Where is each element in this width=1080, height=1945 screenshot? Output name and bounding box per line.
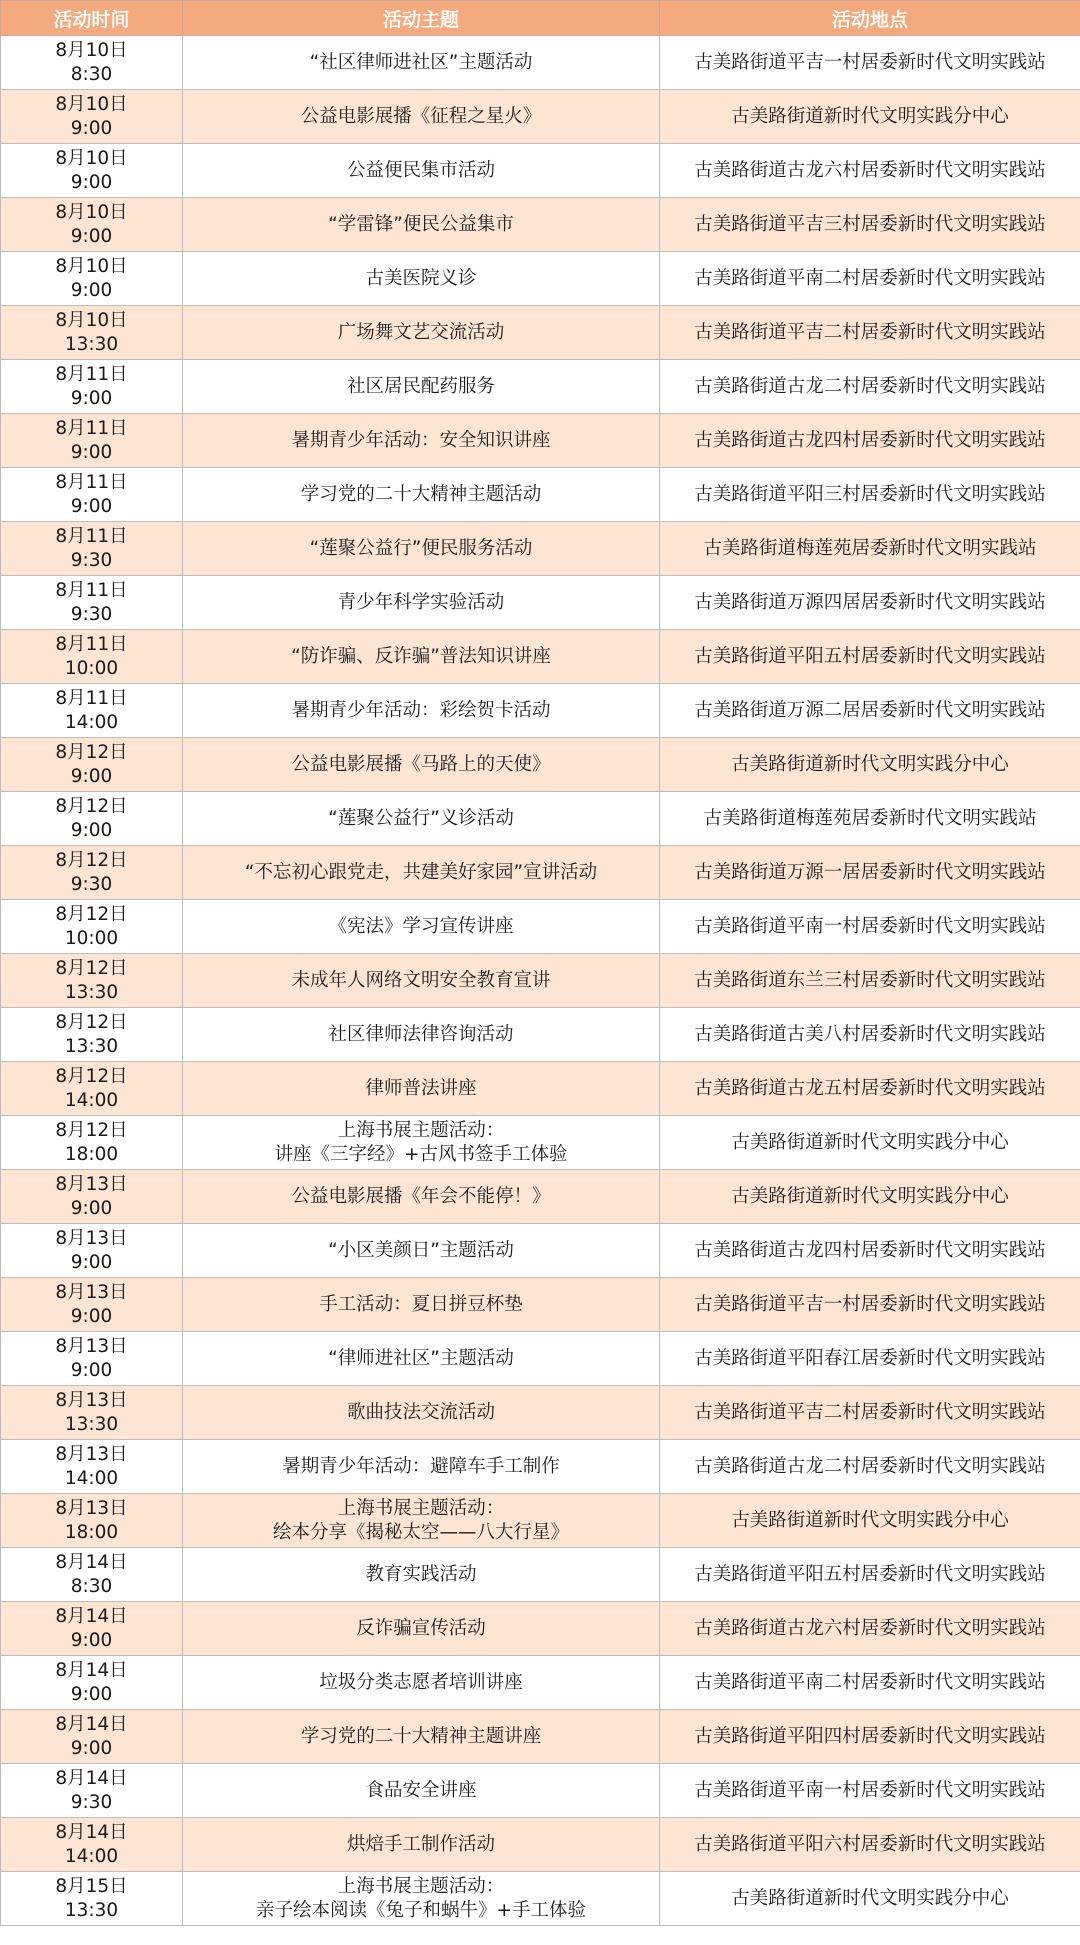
cell-place: 古美路街道新时代文明实践分中心 bbox=[660, 738, 1080, 792]
activity-time: 10:00 bbox=[64, 657, 119, 679]
activity-theme-line: 广场舞文艺交流活动 bbox=[337, 321, 505, 343]
table-row bbox=[1, 576, 1080, 630]
cell-place: 古美路街道平吉一村居委新时代文明实践站 bbox=[660, 36, 1080, 90]
cell-time bbox=[1, 1062, 183, 1116]
cell-place: 古美路街道古龙四村居委新时代文明实践站 bbox=[660, 414, 1080, 468]
cell-theme bbox=[183, 360, 660, 414]
activity-time: 9:00 bbox=[70, 279, 113, 301]
cell-theme bbox=[183, 1386, 660, 1440]
cell-place: 古美路街道新时代文明实践分中心 bbox=[660, 1116, 1080, 1170]
cell-time bbox=[1, 1872, 183, 1926]
activity-time: 14:00 bbox=[64, 1089, 119, 1111]
activity-theme-line: 古美医院义诊 bbox=[365, 267, 477, 289]
table-row bbox=[1, 1656, 1080, 1710]
activity-theme-line: 未成年人网络文明安全教育宣讲 bbox=[291, 969, 551, 991]
activity-date: 8月13日 bbox=[55, 1389, 128, 1411]
cell-time bbox=[1, 252, 183, 306]
cell-time bbox=[1, 1656, 183, 1710]
cell-time bbox=[1, 1116, 183, 1170]
activity-date: 8月12日 bbox=[55, 741, 128, 763]
activity-time: 18:00 bbox=[64, 1521, 119, 1543]
cell-place: 古美路街道平阳春江居委新时代文明实践站 bbox=[660, 1332, 1080, 1386]
activity-date: 8月11日 bbox=[55, 633, 128, 655]
table-row bbox=[1, 954, 1080, 1008]
activity-date: 8月13日 bbox=[55, 1173, 128, 1195]
cell-place: 古美路街道平阳六村居委新时代文明实践站 bbox=[660, 1818, 1080, 1872]
cell-place: 古美路街道平南二村居委新时代文明实践站 bbox=[660, 1656, 1080, 1710]
activity-date: 8月12日 bbox=[55, 1119, 128, 1141]
activity-theme-line: 暑期青少年活动：彩绘贺卡活动 bbox=[291, 699, 551, 721]
activity-theme-line: 公益电影展播《征程之星火》 bbox=[300, 105, 542, 127]
cell-theme bbox=[183, 414, 660, 468]
table-row bbox=[1, 1008, 1080, 1062]
cell-theme bbox=[183, 630, 660, 684]
cell-time bbox=[1, 1332, 183, 1386]
activity-time: 13:30 bbox=[64, 1899, 119, 1921]
activity-time: 9:00 bbox=[70, 1629, 113, 1651]
cell-theme bbox=[183, 1548, 660, 1602]
activity-theme-line: “社区律师进社区”主题活动 bbox=[309, 51, 533, 73]
cell-time bbox=[1, 738, 183, 792]
activity-time: 9:30 bbox=[70, 549, 113, 571]
activity-theme-line: 讲座《三字经》+古风书签手工体验 bbox=[274, 1143, 568, 1165]
activity-time: 9:00 bbox=[70, 441, 113, 463]
table-row bbox=[1, 792, 1080, 846]
activity-date: 8月11日 bbox=[55, 417, 128, 439]
activity-date: 8月11日 bbox=[55, 579, 128, 601]
cell-theme bbox=[183, 1656, 660, 1710]
activity-date: 8月11日 bbox=[55, 471, 128, 493]
activity-theme-line: 上海书展主题活动： bbox=[337, 1119, 505, 1141]
activity-theme-line: 学习党的二十大精神主题讲座 bbox=[300, 1725, 542, 1747]
table-row bbox=[1, 1494, 1080, 1548]
activity-date: 8月13日 bbox=[55, 1335, 128, 1357]
activity-time: 18:00 bbox=[64, 1143, 119, 1165]
activity-theme-line: 反诈骗宣传活动 bbox=[356, 1617, 486, 1639]
cell-place: 古美路街道平吉一村居委新时代文明实践站 bbox=[660, 1278, 1080, 1332]
cell-place: 古美路街道新时代文明实践分中心 bbox=[660, 1170, 1080, 1224]
cell-time bbox=[1, 792, 183, 846]
activity-time: 13:30 bbox=[64, 981, 119, 1003]
table-row bbox=[1, 1872, 1080, 1926]
table-row bbox=[1, 900, 1080, 954]
table-row bbox=[1, 360, 1080, 414]
cell-time bbox=[1, 522, 183, 576]
header-theme: 活动主题 bbox=[183, 1, 660, 36]
activity-date: 8月13日 bbox=[55, 1497, 128, 1519]
activity-date: 8月12日 bbox=[55, 957, 128, 979]
table-row bbox=[1, 198, 1080, 252]
cell-time bbox=[1, 1710, 183, 1764]
activity-date: 8月12日 bbox=[55, 1065, 128, 1087]
cell-place: 古美路街道梅莲苑居委新时代文明实践站 bbox=[660, 522, 1080, 576]
table-row bbox=[1, 90, 1080, 144]
activity-date: 8月11日 bbox=[55, 687, 128, 709]
activity-date: 8月14日 bbox=[55, 1551, 128, 1573]
table-row bbox=[1, 1170, 1080, 1224]
cell-time bbox=[1, 198, 183, 252]
activity-theme-line: “莲聚公益行”便民服务活动 bbox=[309, 537, 533, 559]
cell-theme bbox=[183, 144, 660, 198]
activity-time: 9:00 bbox=[70, 1305, 113, 1327]
activity-date: 8月12日 bbox=[55, 849, 128, 871]
activity-theme-line: 暑期青少年活动：安全知识讲座 bbox=[291, 429, 551, 451]
activity-time: 9:00 bbox=[70, 1359, 113, 1381]
activity-theme-line: “律师进社区”主题活动 bbox=[328, 1347, 514, 1369]
cell-place: 古美路街道平南一村居委新时代文明实践站 bbox=[660, 900, 1080, 954]
activity-time: 13:30 bbox=[64, 1413, 119, 1435]
activity-time: 9:30 bbox=[70, 873, 113, 895]
cell-place: 古美路街道东兰三村居委新时代文明实践站 bbox=[660, 954, 1080, 1008]
activity-time: 9:00 bbox=[70, 765, 113, 787]
activity-theme-line: 学习党的二十大精神主题活动 bbox=[300, 483, 542, 505]
cell-time bbox=[1, 900, 183, 954]
cell-theme bbox=[183, 1818, 660, 1872]
cell-time bbox=[1, 1602, 183, 1656]
table-row bbox=[1, 1548, 1080, 1602]
cell-place: 古美路街道平吉二村居委新时代文明实践站 bbox=[660, 306, 1080, 360]
activity-date: 8月13日 bbox=[55, 1227, 128, 1249]
table-row bbox=[1, 1602, 1080, 1656]
activity-date: 8月10日 bbox=[55, 147, 128, 169]
activity-date: 8月10日 bbox=[55, 93, 128, 115]
activity-theme-line: 食品安全讲座 bbox=[365, 1779, 477, 1801]
table-header-row bbox=[1, 1, 1080, 36]
cell-theme bbox=[183, 1602, 660, 1656]
activity-theme-line: 亲子绘本阅读《兔子和蜗牛》+手工体验 bbox=[255, 1899, 586, 1921]
cell-theme bbox=[183, 1170, 660, 1224]
cell-place: 古美路街道平吉三村居委新时代文明实践站 bbox=[660, 198, 1080, 252]
cell-time bbox=[1, 1440, 183, 1494]
table-row bbox=[1, 1764, 1080, 1818]
activity-theme-line: 绘本分享《揭秘太空——八大行星》 bbox=[272, 1521, 569, 1543]
cell-place: 古美路街道梅莲苑居委新时代文明实践站 bbox=[660, 792, 1080, 846]
activity-theme-line: 暑期青少年活动：避障车手工制作 bbox=[282, 1455, 560, 1477]
table-row bbox=[1, 36, 1080, 90]
table-row bbox=[1, 1710, 1080, 1764]
table-row bbox=[1, 414, 1080, 468]
activity-theme-line: 《宪法》学习宣传讲座 bbox=[328, 915, 514, 937]
table-row bbox=[1, 468, 1080, 522]
table-row bbox=[1, 738, 1080, 792]
cell-theme bbox=[183, 684, 660, 738]
table-row bbox=[1, 1440, 1080, 1494]
activity-date: 8月10日 bbox=[55, 309, 128, 331]
activity-theme-line: “不忘初心跟党走，共建美好家园”宣讲活动 bbox=[244, 861, 598, 883]
cell-theme bbox=[183, 792, 660, 846]
activity-date: 8月11日 bbox=[55, 363, 128, 385]
activity-time: 9:00 bbox=[70, 225, 113, 247]
table-row bbox=[1, 1116, 1080, 1170]
cell-theme bbox=[183, 468, 660, 522]
cell-place: 古美路街道万源四居居委新时代文明实践站 bbox=[660, 576, 1080, 630]
activity-time: 9:00 bbox=[70, 1251, 113, 1273]
activity-time: 13:30 bbox=[64, 1035, 119, 1057]
activity-time: 8:30 bbox=[70, 1575, 113, 1597]
activity-theme-line: 上海书展主题活动： bbox=[337, 1875, 505, 1897]
activity-date: 8月14日 bbox=[55, 1821, 128, 1843]
activity-theme-line: 烘焙手工制作活动 bbox=[346, 1833, 495, 1855]
activity-date: 8月11日 bbox=[55, 525, 128, 547]
activity-date: 8月12日 bbox=[55, 795, 128, 817]
activity-date: 8月14日 bbox=[55, 1659, 128, 1681]
cell-time bbox=[1, 630, 183, 684]
cell-place: 古美路街道平吉二村居委新时代文明实践站 bbox=[660, 1386, 1080, 1440]
activity-theme-line: 歌曲技法交流活动 bbox=[346, 1401, 495, 1423]
activity-time: 9:00 bbox=[70, 1683, 113, 1705]
cell-place: 古美路街道平阳五村居委新时代文明实践站 bbox=[660, 1548, 1080, 1602]
cell-place: 古美路街道新时代文明实践分中心 bbox=[660, 1494, 1080, 1548]
cell-theme bbox=[183, 306, 660, 360]
cell-place: 古美路街道平南一村居委新时代文明实践站 bbox=[660, 1764, 1080, 1818]
cell-theme bbox=[183, 36, 660, 90]
cell-place: 古美路街道平南二村居委新时代文明实践站 bbox=[660, 252, 1080, 306]
activity-date: 8月15日 bbox=[55, 1875, 128, 1897]
cell-time bbox=[1, 360, 183, 414]
cell-time bbox=[1, 1278, 183, 1332]
cell-place: 古美路街道新时代文明实践分中心 bbox=[660, 90, 1080, 144]
activity-theme-line: 社区律师法律咨询活动 bbox=[328, 1023, 514, 1045]
activity-theme-line: 律师普法讲座 bbox=[365, 1077, 477, 1099]
cell-theme bbox=[183, 198, 660, 252]
activity-date: 8月10日 bbox=[55, 39, 128, 61]
cell-theme bbox=[183, 738, 660, 792]
cell-time bbox=[1, 36, 183, 90]
cell-theme bbox=[183, 1062, 660, 1116]
activity-time: 9:00 bbox=[70, 171, 113, 193]
cell-place: 古美路街道古龙二村居委新时代文明实践站 bbox=[660, 1440, 1080, 1494]
activity-theme-line: 公益电影展播《年会不能停！》 bbox=[291, 1185, 551, 1207]
cell-place: 古美路街道古龙二村居委新时代文明实践站 bbox=[660, 360, 1080, 414]
cell-theme bbox=[183, 1116, 660, 1170]
cell-time bbox=[1, 144, 183, 198]
activity-theme-line: 上海书展主题活动： bbox=[337, 1497, 505, 1519]
activity-theme-line: 手工活动：夏日拼豆杯垫 bbox=[319, 1293, 523, 1315]
cell-time bbox=[1, 1386, 183, 1440]
activity-theme-line: 公益电影展播《马路上的天使》 bbox=[291, 753, 551, 775]
cell-place: 古美路街道万源二居居委新时代文明实践站 bbox=[660, 684, 1080, 738]
cell-theme bbox=[183, 252, 660, 306]
cell-place: 古美路街道古龙四村居委新时代文明实践站 bbox=[660, 1224, 1080, 1278]
cell-theme bbox=[183, 954, 660, 1008]
activity-date: 8月13日 bbox=[55, 1281, 128, 1303]
activity-date: 8月14日 bbox=[55, 1713, 128, 1735]
activity-date: 8月12日 bbox=[55, 903, 128, 925]
cell-theme bbox=[183, 522, 660, 576]
activity-time: 13:30 bbox=[64, 333, 119, 355]
cell-theme bbox=[183, 90, 660, 144]
cell-time bbox=[1, 1008, 183, 1062]
activity-date: 8月13日 bbox=[55, 1443, 128, 1465]
activity-theme-line: 垃圾分类志愿者培训讲座 bbox=[319, 1671, 523, 1693]
activity-time: 8:30 bbox=[70, 63, 113, 85]
table-row bbox=[1, 252, 1080, 306]
cell-time bbox=[1, 306, 183, 360]
cell-theme bbox=[183, 1710, 660, 1764]
table-row bbox=[1, 846, 1080, 900]
activity-time: 9:00 bbox=[70, 117, 113, 139]
cell-time bbox=[1, 1494, 183, 1548]
table-row bbox=[1, 1062, 1080, 1116]
cell-time bbox=[1, 576, 183, 630]
activity-date: 8月10日 bbox=[55, 201, 128, 223]
cell-theme bbox=[183, 1764, 660, 1818]
cell-time bbox=[1, 1548, 183, 1602]
cell-place: 古美路街道平阳三村居委新时代文明实践站 bbox=[660, 468, 1080, 522]
header-time: 活动时间 bbox=[1, 1, 183, 36]
activity-time: 9:00 bbox=[70, 819, 113, 841]
activity-date: 8月14日 bbox=[55, 1767, 128, 1789]
activity-date: 8月10日 bbox=[55, 255, 128, 277]
cell-theme bbox=[183, 1278, 660, 1332]
cell-place: 古美路街道古龙五村居委新时代文明实践站 bbox=[660, 1062, 1080, 1116]
cell-theme bbox=[183, 1494, 660, 1548]
cell-theme bbox=[183, 1332, 660, 1386]
cell-place: 古美路街道古美八村居委新时代文明实践站 bbox=[660, 1008, 1080, 1062]
cell-time bbox=[1, 1224, 183, 1278]
cell-time bbox=[1, 1170, 183, 1224]
cell-theme bbox=[183, 1440, 660, 1494]
cell-theme bbox=[183, 846, 660, 900]
activity-time: 10:00 bbox=[64, 927, 119, 949]
cell-place: 古美路街道新时代文明实践分中心 bbox=[660, 1872, 1080, 1926]
activity-theme-line: 公益便民集市活动 bbox=[346, 159, 495, 181]
table-row bbox=[1, 1818, 1080, 1872]
table-row bbox=[1, 144, 1080, 198]
activity-theme-line: “小区美颜日”主题活动 bbox=[328, 1239, 514, 1261]
cell-place: 古美路街道万源一居居委新时代文明实践站 bbox=[660, 846, 1080, 900]
activity-theme-line: 教育实践活动 bbox=[365, 1563, 477, 1585]
table-row bbox=[1, 1332, 1080, 1386]
activity-date: 8月14日 bbox=[55, 1605, 128, 1627]
activity-theme-line: “学雷锋”便民公益集市 bbox=[328, 213, 514, 235]
cell-place: 古美路街道平阳五村居委新时代文明实践站 bbox=[660, 630, 1080, 684]
header-place: 活动地点 bbox=[660, 1, 1080, 36]
cell-time bbox=[1, 846, 183, 900]
activity-time: 14:00 bbox=[64, 1467, 119, 1489]
table-row bbox=[1, 1278, 1080, 1332]
activity-time: 14:00 bbox=[64, 1845, 119, 1867]
activity-time: 9:00 bbox=[70, 1737, 113, 1759]
table-row bbox=[1, 306, 1080, 360]
cell-time bbox=[1, 414, 183, 468]
cell-theme bbox=[183, 1872, 660, 1926]
cell-time bbox=[1, 90, 183, 144]
table-row bbox=[1, 684, 1080, 738]
activity-time: 14:00 bbox=[64, 711, 119, 733]
table-row bbox=[1, 1224, 1080, 1278]
activity-time: 9:00 bbox=[70, 495, 113, 517]
activity-time: 9:30 bbox=[70, 1791, 113, 1813]
cell-theme bbox=[183, 1008, 660, 1062]
cell-theme bbox=[183, 576, 660, 630]
cell-time bbox=[1, 468, 183, 522]
cell-theme bbox=[183, 1224, 660, 1278]
activity-time: 9:30 bbox=[70, 603, 113, 625]
cell-place: 古美路街道平阳四村居委新时代文明实践站 bbox=[660, 1710, 1080, 1764]
cell-time bbox=[1, 1764, 183, 1818]
cell-place: 古美路街道古龙六村居委新时代文明实践站 bbox=[660, 1602, 1080, 1656]
cell-theme bbox=[183, 900, 660, 954]
cell-time bbox=[1, 684, 183, 738]
activity-time: 9:00 bbox=[70, 387, 113, 409]
activity-theme-line: “防诈骗、反诈骗”普法知识讲座 bbox=[291, 645, 551, 667]
table-row bbox=[1, 630, 1080, 684]
activity-theme-line: “莲聚公益行”义诊活动 bbox=[328, 807, 514, 829]
cell-place: 古美路街道古龙六村居委新时代文明实践站 bbox=[660, 144, 1080, 198]
activity-time: 9:00 bbox=[70, 1197, 113, 1219]
table-row bbox=[1, 1386, 1080, 1440]
cell-time bbox=[1, 954, 183, 1008]
activity-date: 8月12日 bbox=[55, 1011, 128, 1033]
table-row bbox=[1, 522, 1080, 576]
cell-time bbox=[1, 1818, 183, 1872]
activity-theme-line: 社区居民配药服务 bbox=[346, 375, 495, 397]
activity-theme-line: 青少年科学实验活动 bbox=[337, 591, 505, 613]
